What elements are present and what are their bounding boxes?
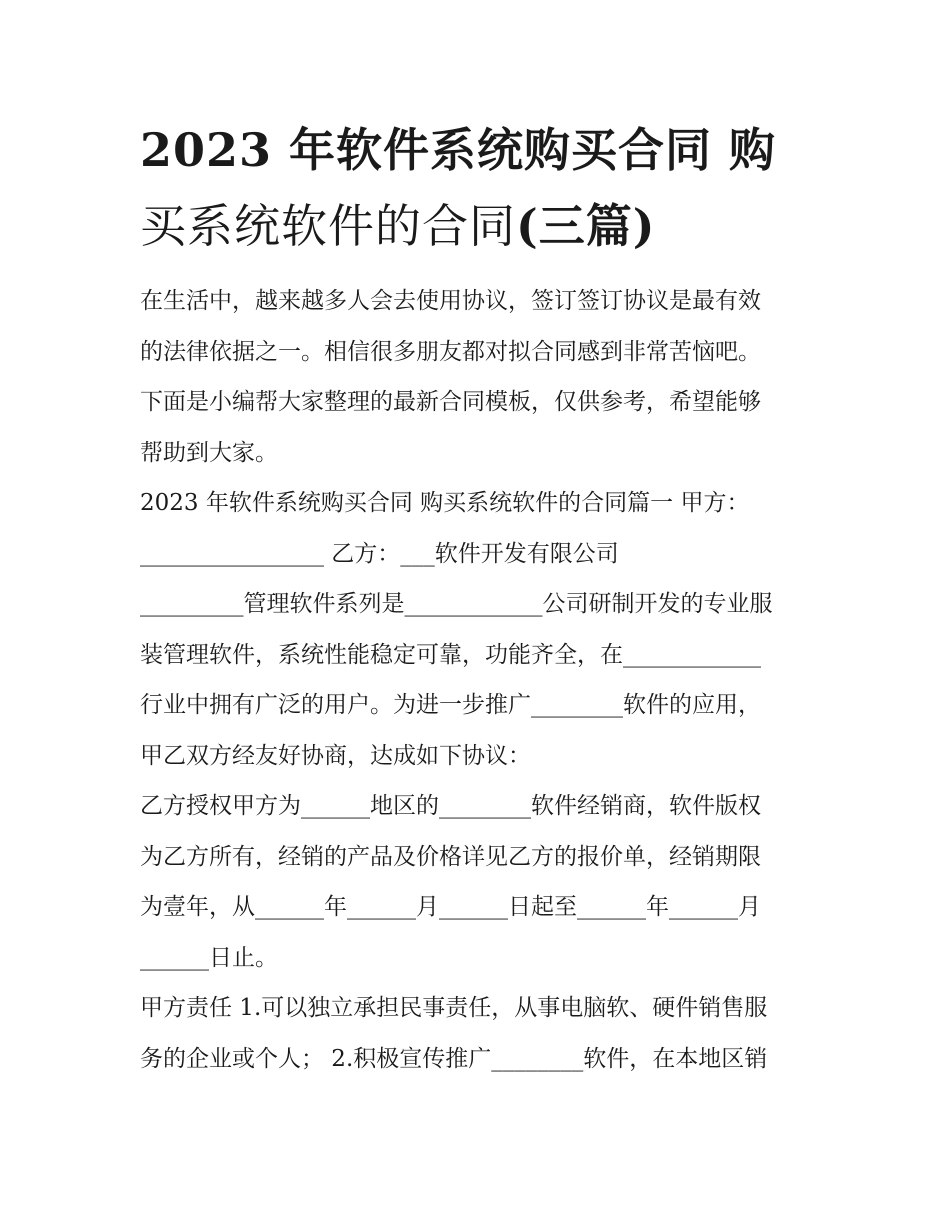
body-line-10: 甲乙双方经友好协商，达成如下协议： (140, 742, 531, 769)
body-line-2: 的法律依据之一。相信很多朋友都对拟合同感到非常苦恼吧。 (140, 338, 761, 365)
document-title (140, 112, 820, 264)
body-line-8: 装管理软件，系统性能稳定可靠，功能齐全，在____________ (140, 641, 761, 668)
body-line-15: 甲方责任 1.可以独立承担民事责任，从事电脑软、硬件销售服 (140, 995, 768, 1021)
body-line-1: 在生活中，越来越多人会去使用协议，签订签订协议是最有效 (140, 288, 761, 314)
body-line-9: 行业中拥有广泛的用户。为进一步推广________软件的应用， (140, 692, 761, 718)
body-line-11: 乙方授权甲方为______地区的________软件经销商，软件版权 (140, 793, 761, 819)
title-line-1: 2023 年软件系统购买合同 购 (140, 123, 777, 177)
body-line-3: 下面是小编帮大家整理的最新合同模板，仅供参考，希望能够 (140, 389, 761, 415)
body-line-12: 为乙方所有，经销的产品及价格详见乙方的报价单，经销期限 (140, 843, 761, 870)
title-line-2 (140, 188, 820, 264)
title-line-2-suffix: (三篇) (516, 199, 656, 253)
body-line-16: 务的企业或个人； 2.积极宣传推广________软件，在本地区销 (140, 1045, 768, 1072)
body-line-14: ______日止。 (140, 944, 278, 971)
title-line-2-main: 买系统软件的合同 (140, 199, 516, 253)
document-body (140, 276, 820, 1084)
body-line-4: 帮助到大家。 (140, 439, 278, 466)
body-line-13: 为壹年，从______年______月______日起至______年______月 (140, 894, 761, 920)
body-line-6: ________________ 乙方：___软件开发有限公司 (140, 540, 619, 567)
body-line-7: _________管理软件系列是____________公司研制开发的专业服 (140, 591, 773, 617)
body-line-5: 2023 年软件系统购买合同 购买系统软件的合同篇一 甲方： (140, 490, 750, 516)
